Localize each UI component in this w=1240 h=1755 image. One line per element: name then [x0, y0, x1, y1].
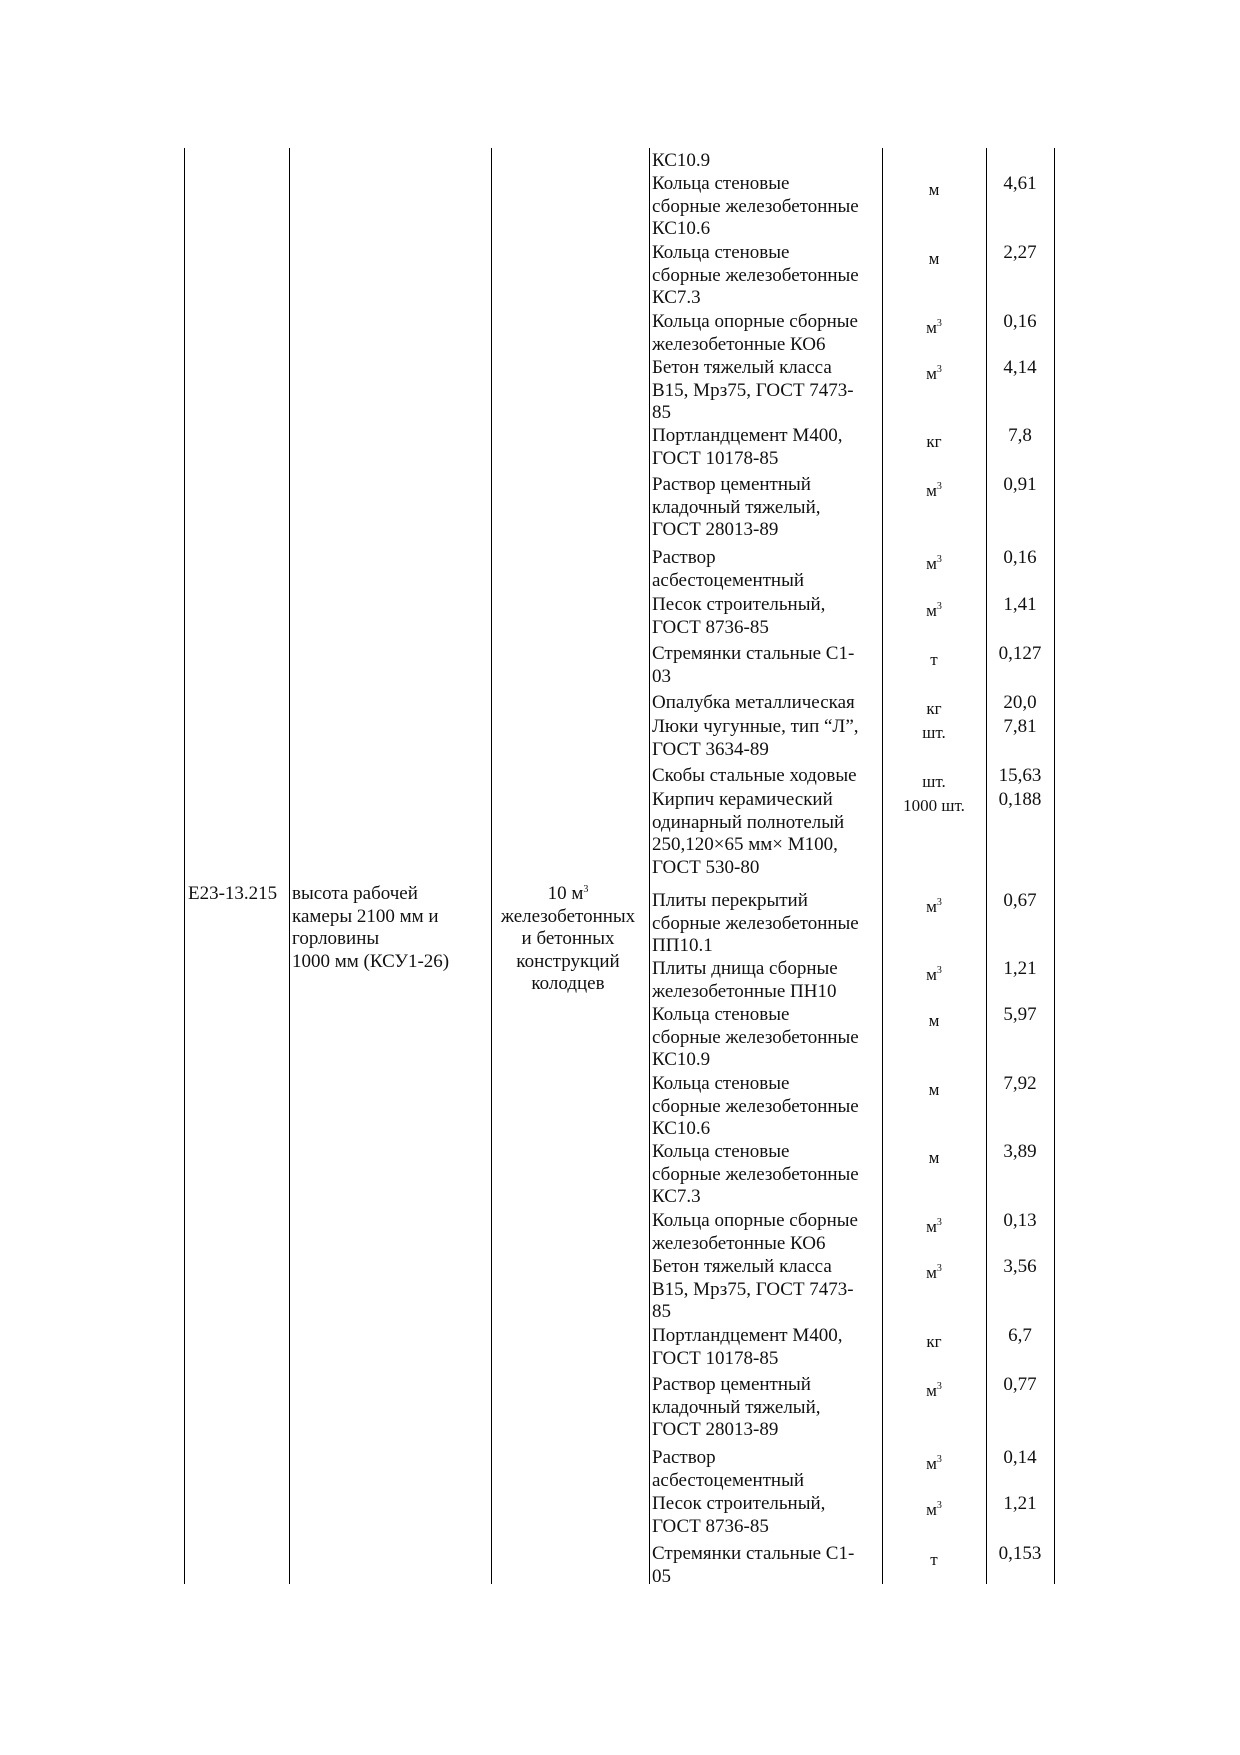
unit-label: м — [926, 1381, 937, 1400]
material-line: Кольца стеновые — [652, 173, 790, 194]
quantity-value: 0,91 — [1003, 474, 1037, 495]
unit-label: м — [928, 249, 940, 268]
unit-cell — [882, 600, 986, 622]
material-line: 05 — [652, 1565, 671, 1587]
unit-superscript: 3 — [936, 1381, 942, 1392]
material-line: ГОСТ 8736-85 — [652, 616, 769, 638]
material-line: В15, Мрз75, ГОСТ 7473- — [652, 379, 854, 401]
material-line: сборные железобетонные — [652, 912, 859, 934]
unit-label: м — [928, 1080, 940, 1099]
material-line: Песок строительный, — [652, 1493, 826, 1514]
unit-label: кг — [926, 1332, 942, 1351]
material-line: Люки чугунные, тип “Л”, — [652, 716, 859, 737]
unit-label: м — [926, 481, 937, 500]
quantity-value: 0,153 — [998, 1543, 1042, 1564]
material-line: Кольца стеновые — [652, 1141, 790, 1162]
unit-label: м — [926, 364, 937, 383]
unit-cell — [882, 1549, 986, 1571]
unit-cell — [882, 1147, 986, 1169]
quantity-value: 0,13 — [1003, 1210, 1037, 1231]
unit-cell — [882, 896, 986, 918]
material-line: сборные железобетонные — [652, 1095, 859, 1117]
material-line: железобетонные КО6 — [652, 1232, 826, 1254]
material-name — [652, 311, 882, 356]
quantity-value: 0,188 — [998, 789, 1042, 810]
quantity-value: 7,8 — [1008, 425, 1032, 446]
unit-cell — [882, 480, 986, 502]
measure-superscript: 3 — [583, 884, 589, 895]
unit-cell — [882, 722, 986, 744]
material-line: Песок строительный, — [652, 594, 826, 615]
unit-label: м — [926, 1500, 937, 1519]
material-name — [652, 1447, 882, 1492]
unit-label: шт. — [922, 723, 946, 742]
quantity-value: 0,14 — [1003, 1447, 1037, 1468]
unit-label: м — [928, 1148, 940, 1167]
unit-superscript: 3 — [936, 554, 942, 565]
measure-prefix: 10 м — [547, 883, 584, 904]
material-name — [652, 547, 882, 592]
material-line: сборные железобетонные — [652, 1163, 859, 1185]
material-line: 85 — [652, 1301, 671, 1323]
material-line: Стремянки стальные С1- — [652, 1543, 855, 1564]
unit-cell — [882, 179, 986, 201]
material-line: железобетонные КО6 — [652, 333, 826, 355]
material-line: Скобы стальные ходовые — [652, 765, 857, 786]
material-name — [652, 890, 882, 958]
quantity-value: 2,27 — [1003, 242, 1037, 263]
description-line: 1000 мм (КСУ1-26) — [292, 950, 450, 972]
description-line: горловины — [292, 928, 380, 950]
material-line: Кольца стеновые — [652, 1073, 790, 1094]
quantity-value: 4,14 — [1003, 357, 1037, 378]
material-name — [652, 425, 882, 470]
material-name — [652, 643, 882, 688]
unit-label: м — [928, 1011, 940, 1030]
material-name — [652, 1543, 882, 1588]
unit-cell — [882, 553, 986, 575]
material-line: Бетон тяжелый класса — [652, 357, 832, 378]
material-line: В15, Мрз75, ГОСТ 7473- — [652, 1278, 854, 1300]
material-line: 03 — [652, 665, 671, 687]
material-line: 85 — [652, 402, 671, 424]
quantity-value: 20,0 — [1003, 692, 1037, 713]
measure-line: конструкций — [516, 950, 620, 972]
unit-superscript: 3 — [936, 1454, 942, 1465]
unit-label: 1000 шт. — [903, 796, 965, 815]
material-line: Кольца опорные сборные — [652, 1210, 858, 1231]
unit-superscript: 3 — [936, 601, 942, 612]
unit-cell — [882, 1216, 986, 1238]
unit-label: м — [926, 554, 937, 573]
material-name — [652, 1210, 882, 1255]
quantity-value: 1,41 — [1003, 594, 1037, 615]
unit-cell — [882, 363, 986, 385]
material-name — [652, 1141, 882, 1209]
quantity-value: 3,89 — [1003, 1141, 1037, 1162]
material-name — [652, 474, 882, 542]
measure-line: железобетонных — [500, 905, 636, 927]
quantity-value: 15,63 — [998, 765, 1042, 786]
material-line: кладочный тяжелый, — [652, 1396, 821, 1418]
unit-cell — [882, 1331, 986, 1353]
quantity-value: 1,21 — [1003, 958, 1037, 979]
material-name — [652, 1493, 882, 1538]
material-name — [652, 1374, 882, 1442]
material-line: Раствор цементный — [652, 474, 811, 495]
unit-cell — [882, 1499, 986, 1521]
material-line: КС10.9 — [652, 150, 711, 171]
unit-cell — [882, 317, 986, 339]
material-line: асбестоцементный — [652, 569, 805, 591]
unit-label: м — [926, 1263, 937, 1282]
unit-superscript: 3 — [936, 965, 942, 976]
description-line: высота рабочей — [292, 883, 418, 904]
material-line: сборные железобетонные — [652, 1026, 859, 1048]
material-line: Бетон тяжелый класса — [652, 1256, 832, 1277]
quantity-value: 4,61 — [1003, 173, 1037, 194]
material-name — [652, 958, 882, 1003]
unit-label: м — [926, 1217, 937, 1236]
unit-cell — [882, 795, 986, 817]
quantity-value: 7,92 — [1003, 1073, 1037, 1094]
material-line: 250,120×65 мм× М100, — [652, 834, 838, 856]
material-line: ГОСТ 10178-85 — [652, 1347, 779, 1369]
material-line: ГОСТ 10178-85 — [652, 447, 779, 469]
material-line: Опалубка металлическая — [652, 692, 855, 713]
norm-code: Е23-13.215 — [188, 883, 278, 904]
material-line: сборные железобетонные — [652, 264, 859, 286]
material-name — [652, 1004, 882, 1072]
unit-superscript: 3 — [936, 1263, 942, 1274]
unit-cell — [882, 1380, 986, 1402]
quantity-value: 0,16 — [1003, 547, 1037, 568]
measure-line: и бетонных — [521, 928, 615, 950]
unit-superscript: 3 — [936, 481, 942, 492]
material-line: Портландцемент М400, — [652, 1325, 843, 1346]
material-line: асбестоцементный — [652, 1469, 805, 1491]
unit-label: т — [930, 1550, 938, 1569]
unit-superscript: 3 — [936, 1500, 942, 1511]
material-name — [652, 150, 882, 173]
unit-cell — [882, 1079, 986, 1101]
unit-label: м — [926, 318, 937, 337]
material-name — [652, 716, 882, 761]
material-line: Стремянки стальные С1- — [652, 643, 855, 664]
measure-line: колодцев — [531, 973, 605, 995]
material-name — [652, 1325, 882, 1370]
materials-table — [0, 148, 1240, 1587]
unit-cell — [882, 1262, 986, 1284]
quantity-value: 1,21 — [1003, 1493, 1037, 1514]
material-line: сборные железобетонные — [652, 195, 859, 217]
material-line: Плиты перекрытий — [652, 890, 808, 911]
unit-cell — [882, 698, 986, 720]
material-line: ГОСТ 28013-89 — [652, 519, 779, 541]
material-line: Раствор цементный — [652, 1374, 811, 1395]
unit-superscript: 3 — [936, 364, 942, 375]
unit-cell — [882, 964, 986, 986]
material-line: Кольца стеновые — [652, 1004, 790, 1025]
unit-superscript: 3 — [936, 1217, 942, 1228]
material-line: КС10.6 — [652, 218, 711, 240]
material-line: ГОСТ 3634-89 — [652, 738, 769, 760]
material-line: Плиты днища сборные — [652, 958, 838, 979]
unit-superscript: 3 — [936, 897, 942, 908]
material-name — [652, 765, 882, 788]
material-line: Раствор — [652, 1447, 716, 1468]
material-name — [652, 1256, 882, 1324]
quantity-value: 0,77 — [1003, 1374, 1037, 1395]
unit-label: м — [926, 965, 937, 984]
quantity-value: 0,127 — [998, 643, 1042, 664]
quantity-value: 0,67 — [1003, 890, 1037, 911]
unit-cell — [882, 649, 986, 671]
material-line: КС7.3 — [652, 287, 701, 309]
quantity-value: 0,16 — [1003, 311, 1037, 332]
material-line: КС7.3 — [652, 1186, 701, 1208]
material-name — [652, 594, 882, 639]
material-line: ГОСТ 28013-89 — [652, 1419, 779, 1441]
material-line: железобетонные ПН10 — [652, 980, 837, 1002]
unit-cell — [882, 248, 986, 270]
unit-label: м — [926, 897, 937, 916]
unit-label: м — [926, 1454, 937, 1473]
material-name — [652, 357, 882, 425]
material-name — [652, 1073, 882, 1141]
unit-label: т — [930, 650, 938, 669]
material-line: КС10.9 — [652, 1049, 711, 1071]
quantity-value: 5,97 — [1003, 1004, 1037, 1025]
description-line: камеры 2100 мм и — [292, 905, 439, 927]
material-line: кладочный тяжелый, — [652, 496, 821, 518]
material-line: Кирпич керамический — [652, 789, 833, 810]
material-line: Кольца стеновые — [652, 242, 790, 263]
material-line: ГОСТ 530-80 — [652, 856, 760, 878]
material-line: Раствор — [652, 547, 716, 568]
material-line: ПП10.1 — [652, 935, 713, 957]
material-name — [652, 692, 882, 715]
unit-cell — [882, 431, 986, 453]
unit-cell — [882, 1010, 986, 1032]
material-line: Кольца опорные сборные — [652, 311, 858, 332]
unit-label: м — [926, 601, 937, 620]
quantity-value: 6,7 — [1008, 1325, 1032, 1346]
material-name — [652, 789, 882, 879]
unit-label: шт. — [922, 772, 946, 791]
material-name — [652, 242, 882, 310]
material-line: КС10.6 — [652, 1118, 711, 1140]
quantity-value: 7,81 — [1003, 716, 1037, 737]
material-name — [652, 173, 882, 241]
material-line: одинарный полнотелый — [652, 811, 845, 833]
unit-cell — [882, 1453, 986, 1475]
quantity-value: 3,56 — [1003, 1256, 1037, 1277]
material-line: Портландцемент М400, — [652, 425, 843, 446]
unit-label: м — [928, 180, 940, 199]
material-line: ГОСТ 8736-85 — [652, 1515, 769, 1537]
unit-label: кг — [926, 699, 942, 718]
unit-cell — [882, 771, 986, 793]
unit-superscript: 3 — [936, 318, 942, 329]
unit-label: кг — [926, 432, 942, 451]
